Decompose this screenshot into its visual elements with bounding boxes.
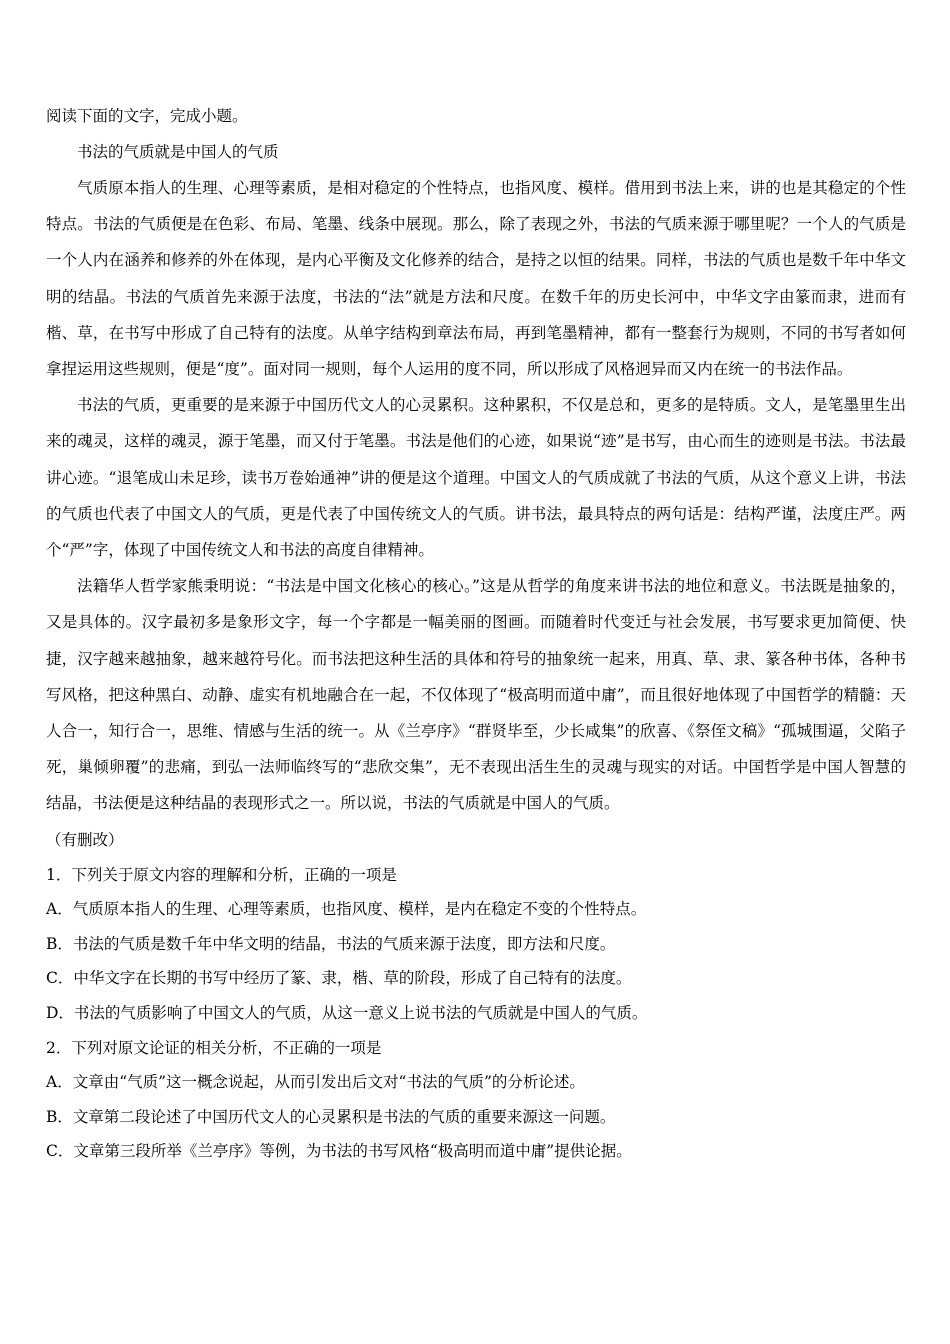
source-note: （有删改） — [46, 830, 124, 849]
option-a: A．气质原本指人的生理、心理等素质，也指风度、模样，是内在稳定不变的个性特点。 — [46, 900, 647, 919]
article-paragraph-3: 法籍华人哲学家熊秉明说：“书法是中国文化核心的核心。”这是从哲学的角度来讲书法的地位和意义。书法既是抽象的，又是具体的。汉字最初多是象形文字，每一个字都是一幅美丽的图画。而随着时代变迁与社会发展，书写要求更加简便、快捷，汉字越来越抽象，越来越符号化。而书法把这种生活的具体和符号的抽象统一起来，用真、草、隶、篆各种书体，各种书写风格，把这种黑白、动静、虚实有机地融合在一起，不仅体现了“极高明而道中庸”，而且很好地体现了中国哲学的精髓：天人合一，知行合一，思维、情感与生活的统一。从《兰亭序》“群贤毕至，少长咸集”的欣喜、《祭侄文稿》“孤城围逼，父陷子死，巢倾卵覆”的悲痛，到弘一法师临终写的“悲欣交集”，无不表现出活生生的灵魂与现实的对话。中国哲学是中国人智慧的结晶，书法便是这种结晶的表现形式之一。所以说，书法的气质就是中国人的气质。 — [46, 577, 906, 813]
option-c: C．文章第三段所举《兰亭序》等例，为书法的书写风格“极高明而道中庸”提供论据。 — [46, 1142, 632, 1161]
option-b: B．书法的气质是数千年中华文明的结晶，书法的气质来源于法度，即方法和尺度。 — [46, 934, 616, 953]
option-b: B．文章第二段论述了中国历代文人的心灵累积是书法的气质的重要来源这一问题。 — [46, 1107, 616, 1126]
question-2 — [46, 1031, 906, 1169]
article-title: 书法的气质就是中国人的气质 — [77, 143, 279, 161]
question-stem: 1．下列关于原文内容的理解和分析，正确的一项是 — [46, 865, 397, 884]
document-page — [46, 98, 906, 1169]
article-paragraph-2: 书法的气质，更重要的是来源于中国历代文人的心灵累积。这种累积，不仅是总和，更多的是特质。文人，是笔墨里生出来的魂灵，这样的魂灵，源于笔墨，而又付于笔墨。书法是他们的心迹，如果说“迹”是书写，由心而生的迹则是书法。书法最讲心迹。“退笔成山未足珍，读书万卷始通神”讲的便是这个道理。中国文人的气质成就了书法的气质，从这个意义上讲，书法的气质也代表了中国文人的气质，更是代表了中国传统文人的气质。讲书法，最具特点的两句话是：结构严谨，法度庄严。两个“严”字，体现了中国传统文人和书法的高度自律精神。 — [46, 396, 906, 560]
question-stem: 2．下列对原文论证的相关分析，不正确的一项是 — [46, 1038, 382, 1057]
option-c: C．中华文字在长期的书写中经历了篆、隶，楷、草的阶段，形成了自己特有的法度。 — [46, 969, 632, 988]
option-d: D．书法的气质影响了中国文人的气质，从这一意义上说书法的气质就是中国人的气质。 — [46, 1004, 648, 1023]
option-a: A．文章由“气质”这一概念说起，从而引发出后文对“书法的气质”的分析论述。 — [46, 1073, 585, 1092]
reading-instruction: 阅读下面的文字，完成小题。 — [46, 107, 248, 125]
question-1 — [46, 858, 906, 1031]
article-paragraph-1: 气质原本指人的生理、心理等素质，是相对稳定的个性特点，也指风度、模样。借用到书法上来，讲的也是其稳定的个性特点。书法的气质便是在色彩、布局、笔墨、线条中展现。那么，除了表现之外，书法的气质来源于哪里呢？一个人的气质是一个人内在涵养和修养的外在体现，是内心平衡及文化修养的结合，是持之以恒的结果。同样，书法的气质也是数千年中华文明的结晶。书法的气质首先来源于法度，书法的“法”就是方法和尺度。在数千年的历史长河中，中华文字由篆而隶，进而有楷、草，在书写中形成了自己特有的法度。从单字结构到章法布局，再到笔墨精神，都有一整套行为规则，不同的书写者如何拿捏运用这些规则，便是“度”。面对同一规则，每个人运用的度不同，所以形成了风格迥异而又内在统一的书法作品。 — [46, 179, 906, 379]
